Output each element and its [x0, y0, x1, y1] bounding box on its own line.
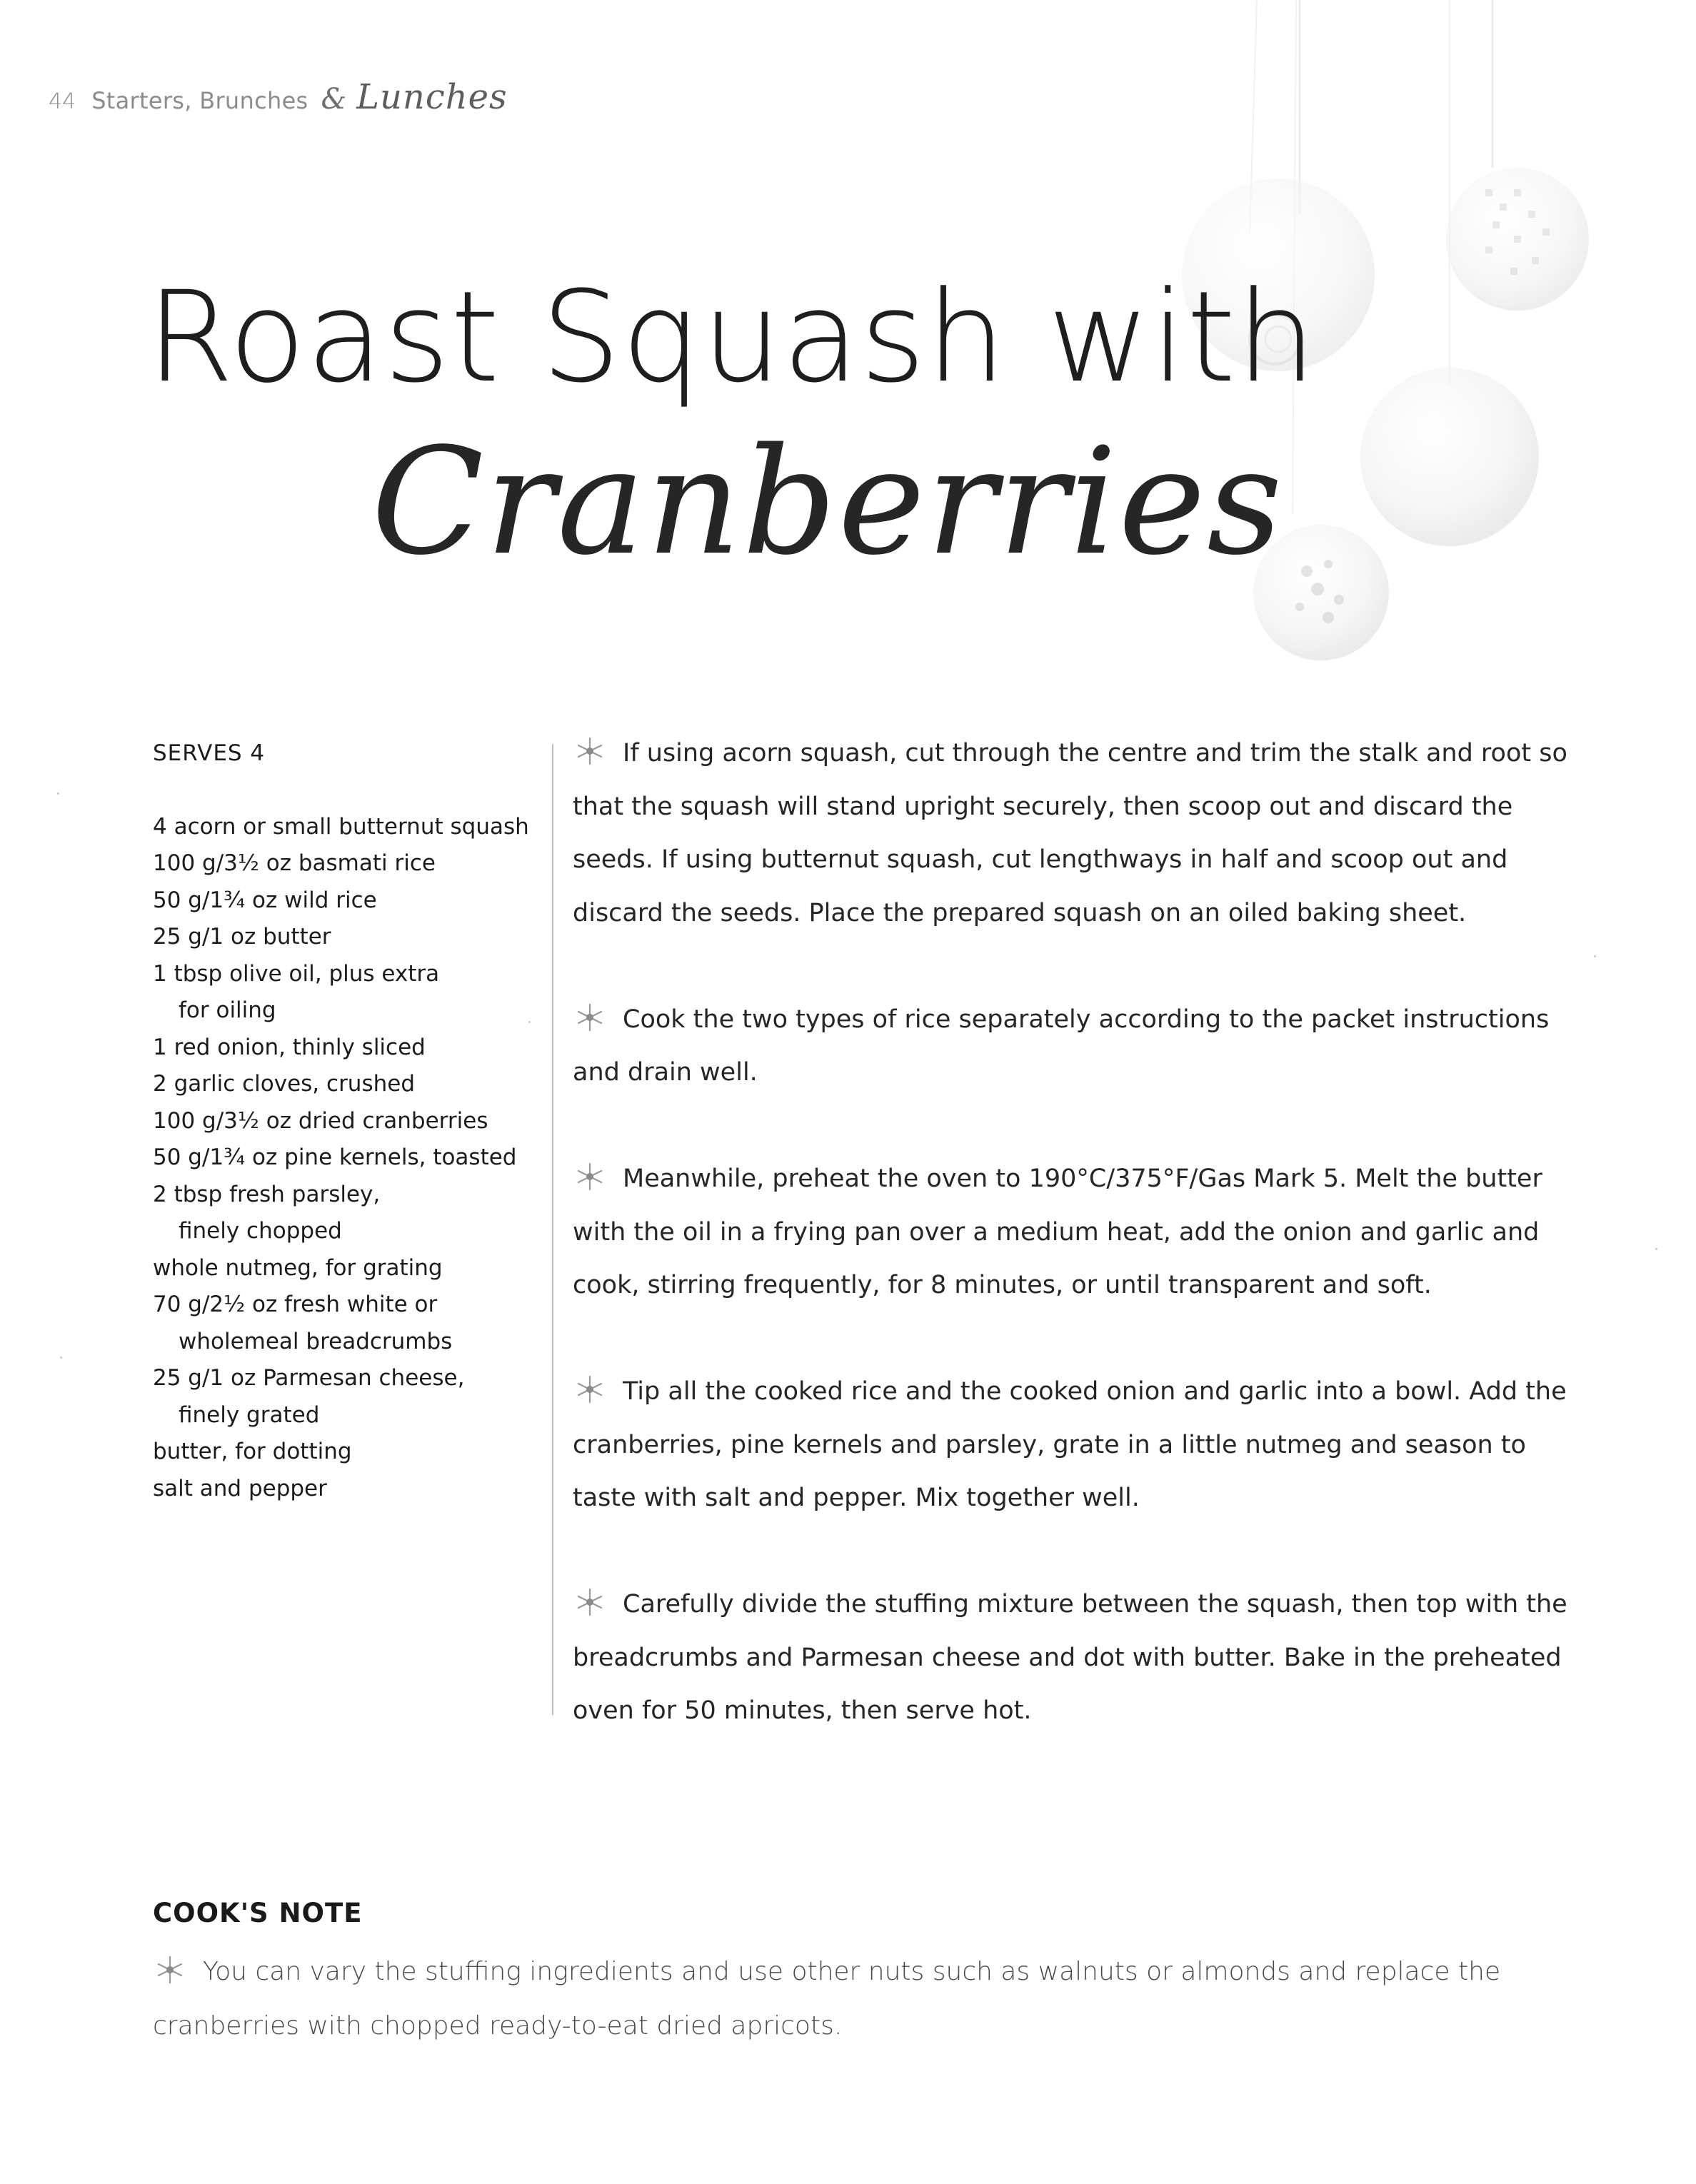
ingredient-line: 25 g/1 oz Parmesan cheese,: [153, 1365, 465, 1391]
ingredient-line: 25 g/1 oz butter: [153, 924, 331, 950]
ingredient-line: finely chopped: [179, 1218, 342, 1244]
star-icon: [153, 1953, 187, 1987]
section-title-script: Lunches: [356, 77, 508, 117]
scan-speck: [1594, 955, 1596, 957]
method-step-text: Meanwhile, preheat the oven to 190°C/375°F/Gas Mark 5. Melt the butter with the oil in a frying pan over a medium heat, add the onion and garlic and cook, stirring frequently, for 8 minutes, or until transparent and soft.: [573, 1164, 1542, 1299]
method-step: [573, 1365, 1572, 1525]
star-icon: [573, 1159, 607, 1194]
ingredient-line: 70 g/2½ oz fresh white or: [153, 1292, 438, 1317]
method-steps: [573, 727, 1572, 1791]
method-step-text: Carefully divide the stuffing mixture between the squash, then top with the breadcrumbs and Parmesan cheese and dot with butter. Bake in the preheated oven for 50 minutes, then serve hot.: [573, 1590, 1567, 1725]
ingredient-line: wholemeal breadcrumbs: [179, 1328, 453, 1354]
ingredient-line: 50 g/1¾ oz wild rice: [153, 887, 377, 913]
ingredient-line: 100 g/3½ oz dried cranberries: [153, 1107, 488, 1134]
star-icon: [573, 1372, 607, 1406]
method-step-text: Cook the two types of rice separately according to the packet instructions and drain well.: [573, 1005, 1550, 1087]
star-icon: [573, 1585, 607, 1619]
method-step: [573, 993, 1572, 1099]
ingredient-line: 2 garlic cloves, crushed: [153, 1071, 416, 1097]
page-number: 44: [49, 89, 76, 114]
serves-label: SERVES 4: [153, 740, 266, 766]
section-title: Starters, Brunches: [91, 87, 308, 114]
ingredient-line: butter, for dotting: [153, 1439, 352, 1464]
recipe-title-main: Roast Squash with: [146, 264, 1317, 411]
recipe-title-script: Cranberries: [371, 416, 1284, 588]
ingredient-line: salt and pepper: [153, 1475, 327, 1501]
cooks-note: [153, 1945, 1524, 2053]
scan-speck: [57, 792, 59, 795]
ingredient-line: 1 tbsp olive oil, plus extra: [153, 960, 440, 987]
ingredients-list: [153, 735, 538, 1507]
scan-speck: [60, 1357, 62, 1359]
ingredient-lines: [153, 809, 538, 1508]
ingredient-line: 100 g/3½ oz basmati rice: [153, 850, 436, 876]
method-step: [573, 1152, 1572, 1312]
star-icon: [573, 734, 607, 768]
ingredient-line: finely grated: [179, 1402, 320, 1428]
cooks-note-text: You can vary the stuffing ingredients and use other nuts such as walnuts or almonds and replace the cranberries with chopped ready-to-eat dried apricots.: [153, 1957, 1501, 2040]
scan-speck: [1655, 1248, 1657, 1250]
ingredient-line: 1 red onion, thinly sliced: [153, 1034, 426, 1060]
star-icon: [573, 1000, 607, 1035]
ingredient-line: 50 g/1¾ oz pine kernels, toasted: [153, 1144, 517, 1170]
cooks-note-heading: COOK'S NOTE: [153, 1898, 363, 1928]
method-step-text: If using acorn squash, cut through the centre and trim the stalk and root so that the squash will stand upright securely, then scoop out and discard the seeds. If using butternut squash, cut lengthways in half and scoop out and discard the seeds. Place the prepared squash on an oiled baking sheet.: [573, 739, 1567, 927]
column-divider: [552, 744, 553, 1715]
running-header: [49, 77, 508, 134]
ingredient-line: 4 acorn or small butternut squash: [153, 813, 529, 840]
scan-speck: [528, 1021, 531, 1023]
method-step-text: Tip all the cooked rice and the cooked onion and garlic into a bowl. Add the cranberries, pine kernels and parsley, grate in a little nutmeg and season to taste with salt and pepper. Mix together well.: [573, 1377, 1567, 1512]
ingredient-line: for oiling: [179, 997, 276, 1023]
ingredient-line: 2 tbsp fresh parsley,: [153, 1181, 381, 1207]
section-ampersand: &: [321, 83, 347, 116]
method-step: [573, 727, 1572, 940]
method-step: [573, 1578, 1572, 1738]
ingredient-line: whole nutmeg, for grating: [153, 1254, 443, 1281]
